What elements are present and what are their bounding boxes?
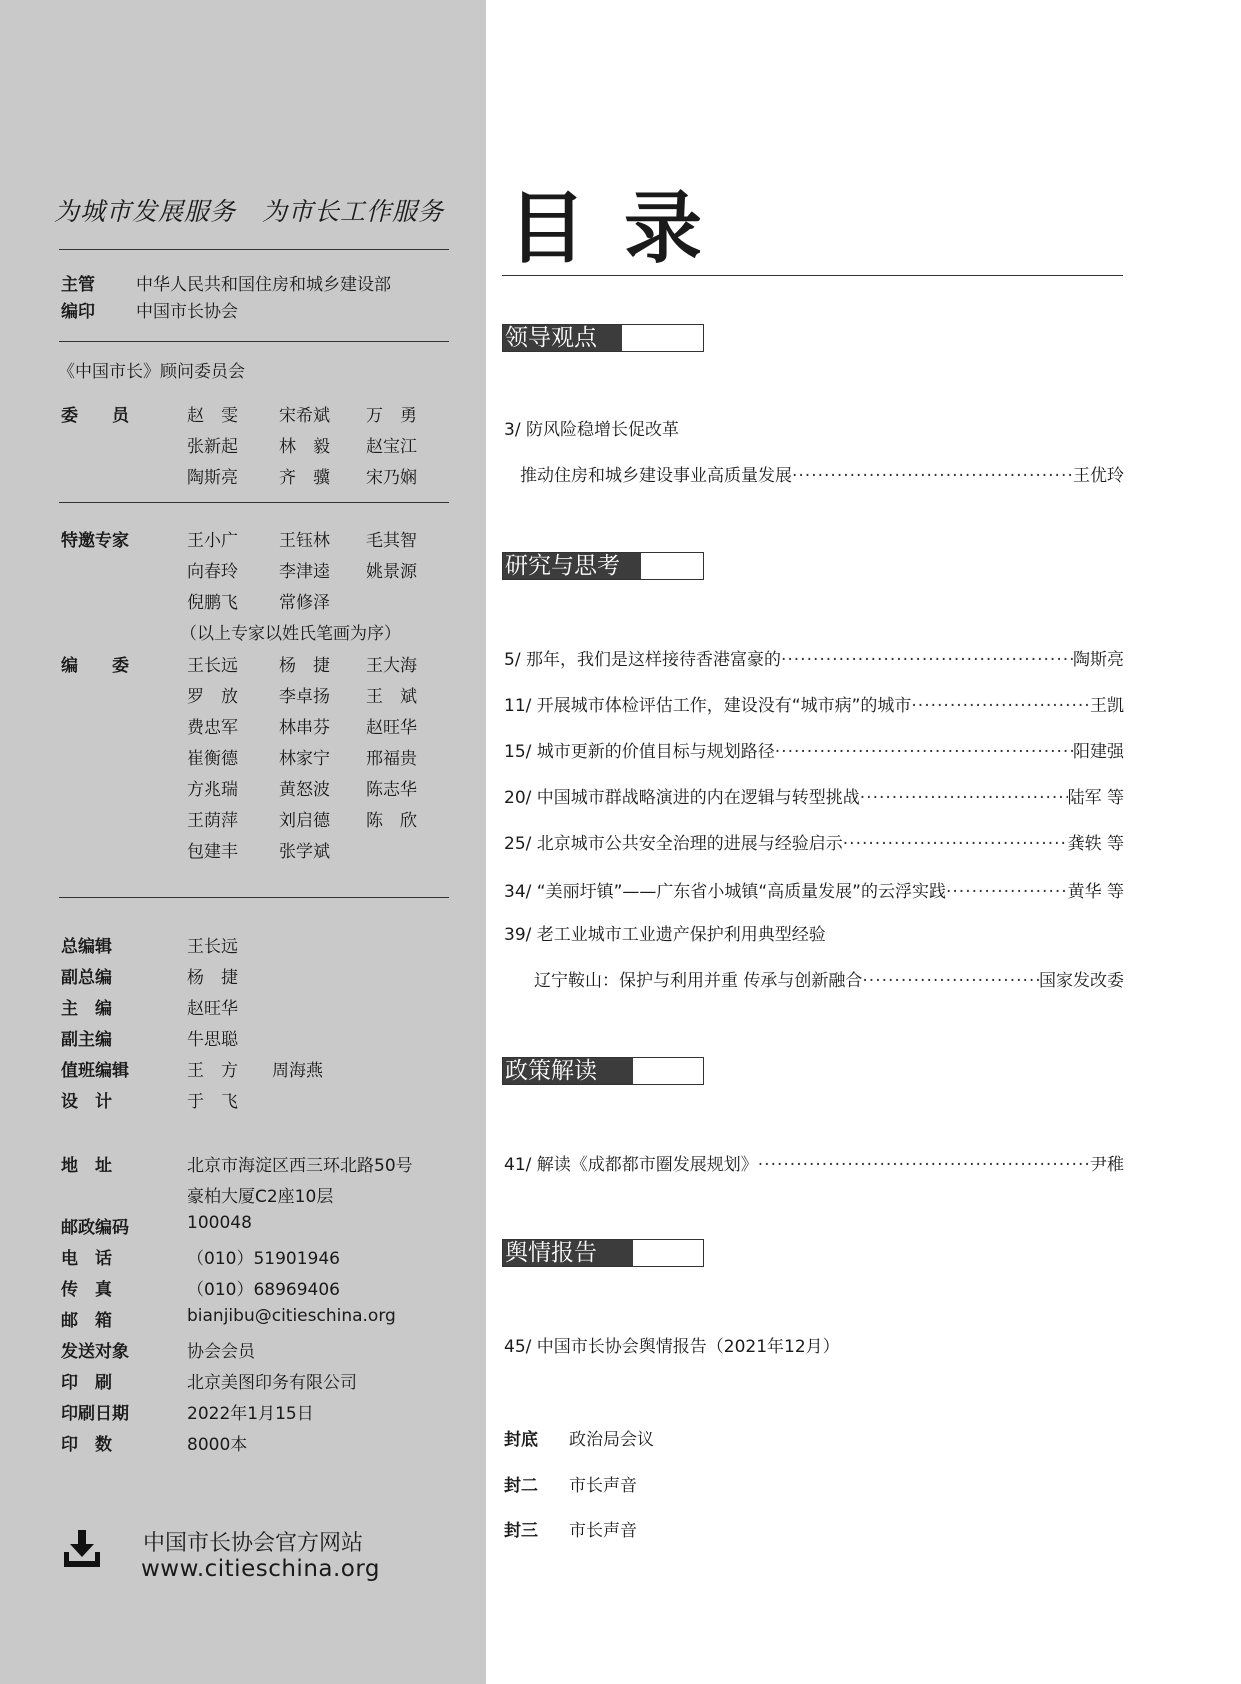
cover-label: 封三 [504,1521,538,1541]
editor-name: 张学斌 [279,842,330,862]
contact-value: 豪柏大厦C2座10层 [187,1187,334,1207]
toc-entry-author: 阳建强 [1073,742,1124,762]
expert-name: 李津逵 [279,562,330,582]
toc-entry[interactable] [504,691,1124,716]
editor-name: 费忠军 [187,718,238,738]
cover-value[interactable]: 市长声音 [569,1476,637,1496]
editor-name: 邢福贵 [366,749,417,769]
cover-label: 封底 [504,1430,538,1450]
toc-heading[interactable]: 3/ 防风险稳增长促改革 [504,420,679,440]
toc-heading[interactable]: 39/ 老工业城市工业遗产保护利用典型经验 [504,925,826,945]
staff-label: 值班编辑 [61,1061,129,1081]
expert-name: 常修泽 [279,593,330,613]
member-name: 宋希斌 [279,406,330,426]
leader-dots [792,461,1073,486]
committee-title: 《中国市长》顾问委员会 [58,362,245,382]
toc-entry-author: 国家发改委 [1039,971,1124,991]
expert-name: 倪鹏飞 [187,593,238,613]
member-name: 赵宝江 [366,437,417,457]
experts-label: 特邀专家 [61,531,129,551]
staff-label: 副总编 [61,968,112,988]
toc-entry-title: 15/ 城市更新的价值目标与规划路径 [504,742,775,762]
contact-value: （010）51901946 [187,1249,340,1269]
divider [59,502,449,503]
contact-value: 北京市海淀区西三环北路50号 [187,1156,413,1176]
toc-entry-title: 34/ “美丽圩镇”——广东省小城镇“高质量发展”的云浮实践 [504,882,946,902]
editor-name: 赵旺华 [366,718,417,738]
editor-name: 林家宁 [279,749,330,769]
toc-entry-title: 5/ 那年，我们是这样接待香港富豪的 [504,650,781,670]
contact-label: 印 刷 [61,1373,112,1393]
staff-label: 设 计 [61,1092,112,1112]
contact-value: 2022年1月15日 [187,1404,314,1424]
editor-name: 罗 放 [187,687,238,707]
staff-value: 杨 捷 [187,968,238,988]
leader-dots [758,1150,1090,1175]
staff-value: 王 方 周海燕 [187,1061,323,1081]
toc-entry[interactable] [504,966,1124,991]
slogan-part: 为城市发展服务 [54,197,237,226]
contact-label: 电 话 [61,1249,112,1269]
editor-name: 包建丰 [187,842,238,862]
editor-name: 方兆瑞 [187,780,238,800]
editors-label: 编 委 [61,656,129,676]
contact-label: 邮 箱 [61,1311,112,1331]
slogan-part: 为市长工作服务 [262,197,445,226]
member-name: 陶斯亮 [187,468,238,488]
leader-dots [775,737,1073,762]
contact-value: 8000本 [187,1435,248,1455]
staff-label: 副主编 [61,1030,112,1050]
editor-name: 陈志华 [366,780,417,800]
contact-label: 印刷日期 [61,1404,129,1424]
slogan [54,192,454,228]
editor-name: 黄怒波 [279,780,330,800]
member-name: 万 勇 [366,406,417,426]
leader-dots [946,877,1068,902]
toc-entry-author: 龚轶 等 [1067,834,1124,854]
staff-label: 总编辑 [61,937,112,957]
contact-value: 协会会员 [187,1342,255,1362]
section-label-text: 领导观点 [503,325,622,351]
contact-label: 地 址 [61,1156,112,1176]
publisher-label: 编印 [61,302,95,322]
editor-name: 崔衡德 [187,749,238,769]
staff-value: 赵旺华 [187,999,238,1019]
staff-label: 主 编 [61,999,112,1019]
contact-label: 发送对象 [61,1342,129,1362]
editor-name: 王长远 [187,656,238,676]
expert-name: 王钰林 [279,531,330,551]
toc-entry[interactable] [504,737,1124,762]
download-icon [62,1528,102,1568]
contact-value: 北京美图印务有限公司 [187,1373,357,1393]
contact-value: 100048 [187,1213,252,1233]
editor-name: 林串芬 [279,718,330,738]
divider [59,897,449,898]
toc-entry-title: 推动住房和城乡建设事业高质量发展 [520,466,792,486]
section-label [502,552,704,580]
website-link[interactable]: www.citieschina.org [141,1556,381,1582]
member-name: 赵 雯 [187,406,238,426]
member-name: 张新起 [187,437,238,457]
contact-label: 传 真 [61,1280,112,1300]
editor-name: 杨 捷 [279,656,330,676]
cover-value[interactable]: 政治局会议 [569,1430,654,1450]
member-name: 宋乃娴 [366,468,417,488]
member-name: 林 毅 [279,437,330,457]
cover-label: 封二 [504,1476,538,1496]
section-label-text: 政策解读 [503,1058,633,1084]
leader-dots [862,966,1039,991]
leader-dots [781,645,1073,670]
expert-name: 王小广 [187,531,238,551]
editor-name: 王 斌 [366,687,417,707]
toc-entry-author: 尹稚 [1090,1155,1124,1175]
toc-entry-title: 11/ 开展城市体检评估工作，建设没有“城市病”的城市 [504,696,912,716]
toc-entry-title: 41/ 解读《成都都市圈发展规划》 [504,1155,758,1175]
section-label-text: 研究与思考 [503,553,641,579]
editor-name: 李卓扬 [279,687,330,707]
toc-entry-author: 王优玲 [1073,466,1124,486]
publisher-value: 中华人民共和国住房和城乡建设部 [136,275,391,295]
expert-name: 向春玲 [187,562,238,582]
contact-value: （010）68969406 [187,1280,340,1300]
toc-entry-author: 陆军 等 [1067,788,1124,808]
divider [59,249,449,250]
member-name: 齐 骥 [279,468,330,488]
contact-label: 邮政编码 [61,1218,129,1238]
page-title: 目录 [508,184,741,274]
email-value[interactable]: bianjibu@citieschina.org [187,1306,396,1326]
section-label [502,1057,704,1085]
leader-dots [843,829,1068,854]
divider [59,341,449,342]
expert-name: 姚景源 [366,562,417,582]
staff-value: 牛思聪 [187,1030,238,1050]
editor-name: 刘启德 [279,811,330,831]
toc-entry-title: 辽宁鞍山：保护与利用并重 传承与创新融合 [534,971,863,991]
experts-note: （以上专家以姓氏笔画为序） [180,624,401,644]
contact-label: 印 数 [61,1435,112,1455]
title-rule [502,275,1123,276]
toc-entry[interactable] [504,1150,1124,1175]
toc-entry[interactable] [504,783,1124,808]
section-label [502,324,704,352]
toc-entry-title: 25/ 北京城市公共安全治理的进展与经验启示 [504,834,843,854]
expert-name: 毛其智 [366,531,417,551]
toc-entry[interactable] [504,877,1124,902]
members-label: 委 员 [61,406,129,426]
leader-dots [911,691,1090,716]
toc-entry[interactable] [504,645,1124,670]
publisher-label: 主管 [61,275,95,295]
editor-name: 陈 欣 [366,811,417,831]
toc-entry[interactable] [504,461,1124,486]
editor-name: 王荫萍 [187,811,238,831]
toc-heading[interactable]: 45/ 中国市长协会舆情报告（2021年12月） [504,1337,840,1357]
leader-dots [860,783,1068,808]
toc-entry-author: 陶斯亮 [1073,650,1124,670]
staff-value: 于 飞 [187,1092,238,1112]
toc-entry[interactable] [504,829,1124,854]
website-label: 中国市长协会官方网站 [143,1531,364,1556]
staff-value: 王长远 [187,937,238,957]
toc-entry-author: 黄华 等 [1067,882,1124,902]
toc-entry-author: 王凯 [1090,696,1124,716]
toc-entry-title: 20/ 中国城市群战略演进的内在逻辑与转型挑战 [504,788,860,808]
cover-value[interactable]: 市长声音 [569,1521,637,1541]
publisher-value: 中国市长协会 [136,302,238,322]
section-label-text: 舆情报告 [503,1240,633,1266]
section-label [502,1239,704,1267]
editor-name: 王大海 [366,656,417,676]
